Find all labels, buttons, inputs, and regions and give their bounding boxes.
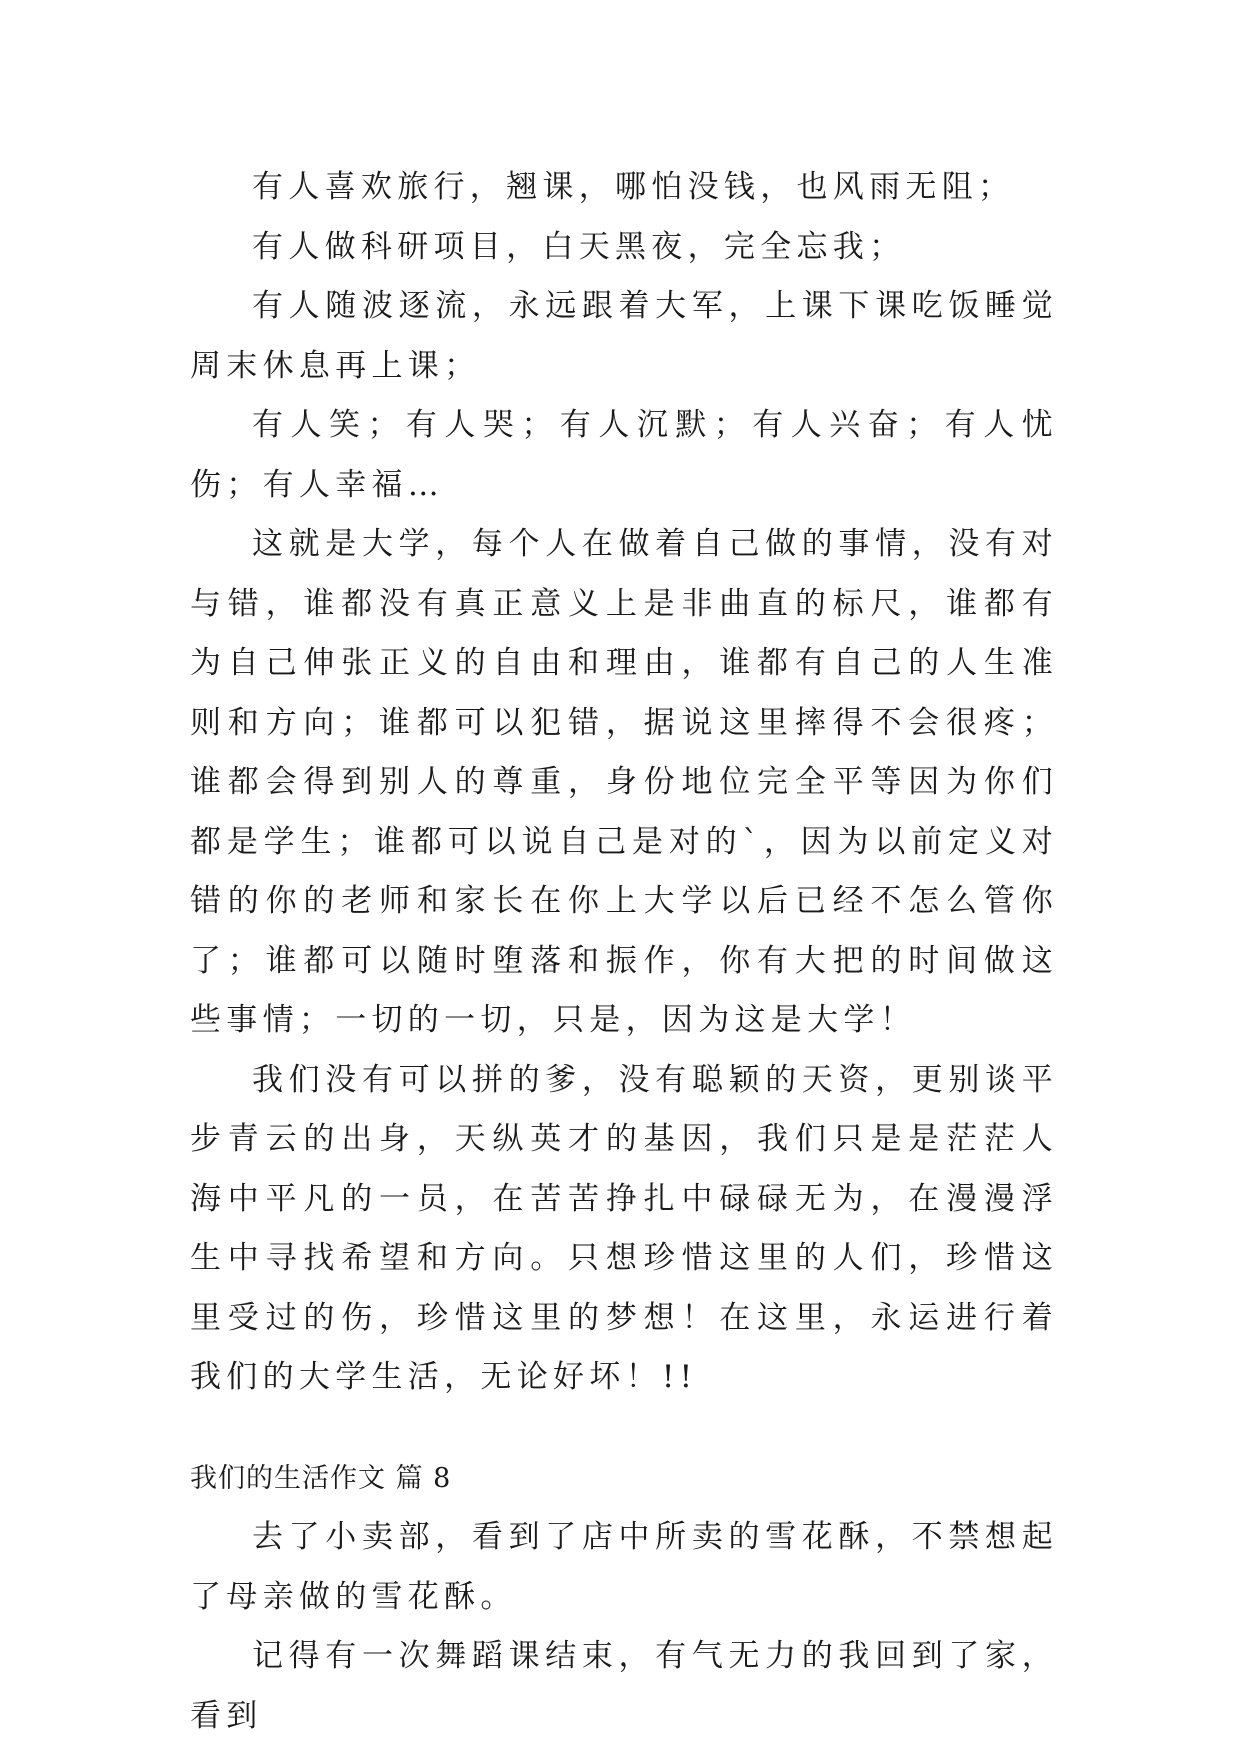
paragraph-this-is-university: 这就是大学，每个人在做着自己做的事情，没有对与错，谁都没有真正意义上是非曲直的标尺，谁都有为自己伸张正义的自由和理由，谁都有自己的人生准则和方向；谁都可以犯错，据说这里摔得不会很疼；谁都会得到别人的尊重，身份地位完全平等因为你们都是学生；谁都可以说自己是对的`，因为以前定义对错的你的老师和家长在你上大学以后已经不怎么管你了；谁都可以随时堕落和振作，你有大把的时间做这些事情；一切的一切，只是，因为这是大学！: [190, 526, 1058, 1038]
paragraph-dance-class: 记得有一次舞蹈课结束，有气无力的我回到了家，看到: [190, 1638, 1058, 1734]
document-body: [190, 158, 1058, 1746]
paragraph-follow-crowd: 有人随波逐流，永远跟着大军，上课下课吃饭睡觉周末休息再上课；: [190, 288, 1058, 384]
section-heading: 我们的生活作文 篇 8: [190, 1462, 452, 1494]
paragraph-we-have-nothing: 我们没有可以拼的爹，没有聪颖的天资，更别谈平步青云的出身，天纵英才的基因，我们只是是茫茫人海中平凡的一员，在苦苦挣扎中碌碌无为，在漫漫浮生中寻找希望和方向。只想珍惜这里的人们，珍惜这里受过的伤，珍惜这里的梦想！在这里，永运进行着我们的大学生活，无论好坏！!!: [190, 1061, 1058, 1395]
paragraph-research: 有人做科研项目，白天黑夜，完全忘我；: [252, 228, 906, 265]
paragraph-travel: 有人喜欢旅行，翘课，哪怕没钱，也风雨无阻；: [252, 169, 1015, 205]
paragraph-emotions: 有人笑；有人哭；有人沉默；有人兴奋；有人忧伤；有人幸福…: [190, 407, 1058, 503]
paragraph-snack-shop: 去了小卖部，看到了店中所卖的雪花酥，不禁想起了母亲做的雪花酥。: [190, 1519, 1058, 1615]
